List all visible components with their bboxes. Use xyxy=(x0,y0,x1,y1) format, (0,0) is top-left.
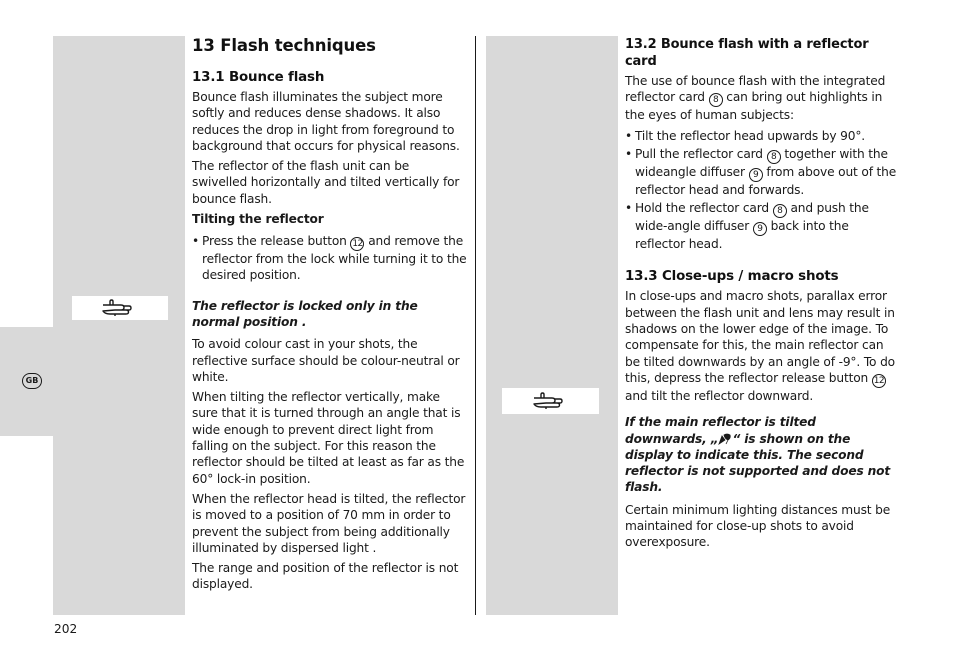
reference-number: 12 xyxy=(352,239,363,250)
note-marker-right xyxy=(502,388,599,414)
reference-number: 9 xyxy=(749,168,763,182)
paragraph: The use of bounce flash with the integrated reflector card 8 can bring out highlights in the eyes of human subjects: xyxy=(625,74,886,123)
pointing-hand-icon xyxy=(532,392,570,410)
reference-number: 8 xyxy=(767,150,781,164)
reference-number: 8 xyxy=(773,204,787,218)
subheading-tilting: Tilting the reflector xyxy=(192,212,324,227)
paragraph: To avoid colour cast in your shots, the reflective surface should be colour-neutral or white. xyxy=(192,337,460,384)
left-column xyxy=(192,36,467,597)
bullet-item: • Tilt the reflector head upwards by 90°. xyxy=(625,128,866,143)
bullet-item: • Pull the reflector card 8 together with the wideangle diffuser 9 from above out of the reflector head and forwards. xyxy=(625,146,897,197)
language-badge: GB xyxy=(22,373,42,389)
bullet-item: • Hold the reflector card 8 and push the wide-angle diffuser 9 back into the reflector head. xyxy=(625,201,869,252)
section-title-bounce-flash: 13.1 Bounce flash xyxy=(192,70,325,85)
page-number: 202 xyxy=(54,622,78,636)
note-text: If the main reflector is tilted downwards, „ “ is shown on the display to indicate this. The second reflector is not supported and does not flash. xyxy=(625,415,891,495)
right-margin-panel xyxy=(486,36,618,615)
paragraph: The range and position of the reflector is not displayed. xyxy=(192,561,459,592)
section-title-reflector-card: 13.2 Bounce flash with a reflector card xyxy=(625,37,869,69)
chapter-title: 13 Flash techniques xyxy=(192,36,376,55)
paragraph: When tilting the reflector vertically, make sure that it is turned through an angle that is wide enough to prevent direct light from falling on the subject. For this reason the reflector should be tilted at least as far as the 60° lock-in position. xyxy=(192,390,465,486)
section-title-close-ups: 13.3 Close-ups / macro shots xyxy=(625,269,839,285)
right-column xyxy=(625,36,900,555)
macro-flower-icon xyxy=(718,433,732,445)
column-divider xyxy=(475,36,476,615)
paragraph: When the reflector head is tilted, the reflector is moved to a position of 70 mm in order to prevent the subject from being additionally illuminated by dispersed light . xyxy=(192,491,466,555)
pointing-hand-icon xyxy=(101,299,139,317)
reference-number: 12 xyxy=(873,375,884,386)
left-margin-panel xyxy=(53,36,185,615)
reference-number: 9 xyxy=(753,222,767,236)
paragraph: The reflector of the flash unit can be swivelled horizontally and tilted vertically for bounce flash. xyxy=(192,159,460,206)
bullet-item: • Press the release button 12 and remove the reflector from the lock while turning it to the desired position. xyxy=(192,234,467,283)
paragraph: Certain minimum lighting distances must be maintained for close-up shots to avoid overexposure. xyxy=(625,502,891,550)
paragraph: In close-ups and macro shots, parallax error between the flash unit and lens may result in shadows on the lower edge of the image. To compensate for this, the main reflector can be tilted downwards by an angle of -9°. To do this, depress the reflector release button 12 and tilt the reflector downward. xyxy=(625,289,895,403)
note-text: The reflector is locked only in the normal position . xyxy=(192,298,418,329)
reference-number: 8 xyxy=(709,93,723,107)
note-marker-left xyxy=(72,296,168,320)
paragraph: Bounce flash illuminates the subject more softly and reduces dense shadows. It also reduces the drop in light from foreground to background that occurs for physical reasons. xyxy=(192,90,460,153)
